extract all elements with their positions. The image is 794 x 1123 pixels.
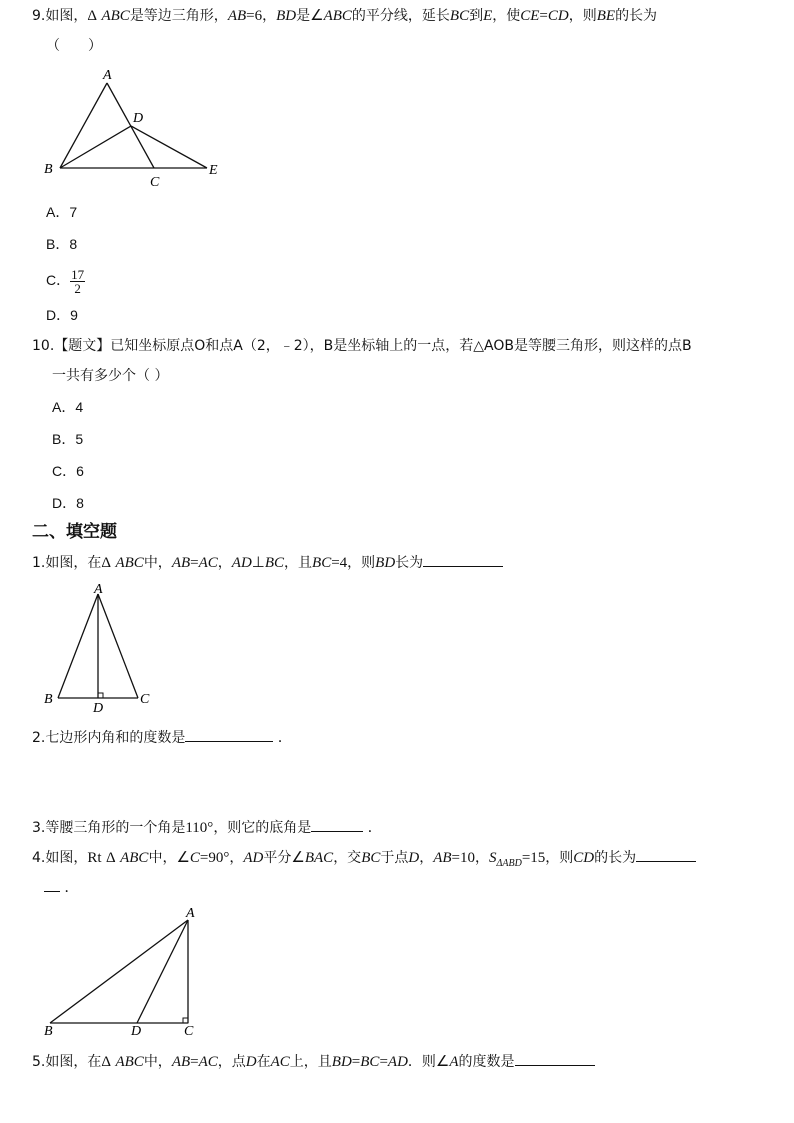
fraction-denominator: 2 <box>74 281 81 296</box>
math-abc: ABC <box>101 8 130 24</box>
math-d: D <box>245 1054 257 1070</box>
q10-option-c: C．6 <box>52 463 84 479</box>
q10-line1: 10.【题文】已知坐标原点O和点A（2，﹣2），B是坐标轴上的一点，若△AOB是等腰三角形，则这样的点B <box>32 338 692 354</box>
f4-text: ， <box>229 850 244 866</box>
math-90-degrees: 90° <box>208 850 230 866</box>
f5-text: 如图，在 <box>45 1054 102 1070</box>
math-4: 4 <box>339 555 348 571</box>
math-ce: CE <box>520 8 540 24</box>
f4-text: 平分 <box>263 850 292 866</box>
q9-option-c <box>46 268 85 295</box>
math-10: 10 <box>460 850 475 866</box>
f1-line <box>32 552 503 573</box>
f4-text: ， <box>419 850 434 866</box>
f4-label-a: A <box>186 906 195 921</box>
f5-number: 5. <box>32 1054 46 1070</box>
f3-text: 3.等腰三角形的一个角是 <box>32 820 186 836</box>
equals: = <box>190 555 199 571</box>
f2-end: ． <box>277 730 292 746</box>
f4-text: ，则 <box>545 850 574 866</box>
f1-text: 长为 <box>395 555 424 571</box>
f4-figure <box>36 902 206 1040</box>
q9-number: 9. <box>32 8 46 24</box>
q9-text: ，则 <box>568 8 597 24</box>
f1-side-ab <box>58 594 98 698</box>
math-ad: AD <box>243 850 264 866</box>
option-value: 8 <box>69 236 78 252</box>
math-ad: AD <box>231 555 252 571</box>
f1-side-ac <box>98 594 138 698</box>
f4-label-c: C <box>184 1024 194 1039</box>
option-label: C． <box>46 272 71 289</box>
math-abc: ABC <box>120 850 149 866</box>
angle-symbol: ∠ <box>310 8 324 24</box>
f2-answer-blank[interactable] <box>185 727 273 742</box>
f4-text: 的长为 <box>594 850 637 866</box>
f5-text: 上，且 <box>289 1054 332 1070</box>
math-ad: AD <box>387 1054 408 1070</box>
math-cd: CD <box>573 850 595 866</box>
f4-answer-blank-continued[interactable] <box>44 877 60 892</box>
angle-symbol: ∠ <box>435 1054 450 1070</box>
f4-text: ，交 <box>333 850 362 866</box>
math-bac: BAC <box>304 850 334 866</box>
option-label: D． <box>46 307 71 323</box>
equals: = <box>246 8 255 24</box>
math-be: BE <box>596 8 616 24</box>
q9-option-b <box>46 234 77 254</box>
math-bc: BC <box>312 555 332 571</box>
math-a: A <box>449 1054 459 1070</box>
q9-label-b: B <box>44 162 53 177</box>
math-bd: BD <box>276 8 297 24</box>
f2-line <box>32 727 292 748</box>
q9-answer-paren: （ ） <box>46 38 102 54</box>
f4-label-b: B <box>44 1024 53 1039</box>
f1-right-angle-mark <box>98 693 103 698</box>
q9-figure <box>36 62 236 192</box>
q10-option-a: A．4 <box>52 399 84 415</box>
math-area-s: S <box>489 850 497 866</box>
f4-line1 <box>32 847 696 874</box>
perpendicular-symbol: ⊥ <box>251 555 265 571</box>
q9-label-d: D <box>133 111 144 126</box>
angle-symbol: ∠ <box>291 850 305 866</box>
f4-text: ， <box>475 850 489 866</box>
f4-answer-blank[interactable] <box>636 847 696 862</box>
q9-label-c: C <box>150 175 160 190</box>
math-ac: AC <box>198 555 218 571</box>
triangle-symbol: Δ <box>101 1054 112 1070</box>
section-heading: 二、填空题 <box>32 522 117 542</box>
f1-figure <box>36 580 166 718</box>
math-15: 15 <box>530 850 546 866</box>
equals: = <box>379 1054 388 1070</box>
f4-end: ． <box>64 880 79 896</box>
math-abc: ABC <box>115 1054 144 1070</box>
triangle-symbol: Δ <box>87 8 98 24</box>
math-abc: ABC <box>323 8 352 24</box>
f5-text: ，点 <box>217 1054 246 1070</box>
math-ac: AC <box>270 1054 290 1070</box>
f3-text: ，则它的底角是 <box>213 820 312 836</box>
option-value: 7 <box>69 204 78 220</box>
math-bc: BC <box>449 8 470 24</box>
f1-number: 1. <box>32 555 46 571</box>
q9-text: 如图， <box>45 8 88 24</box>
f4-text: 如图， <box>45 850 88 866</box>
q9-side-ac <box>107 83 154 168</box>
q9-text: 到 <box>469 8 484 24</box>
q9-text: 的长为 <box>615 8 658 24</box>
q9-text: ，使 <box>492 8 521 24</box>
f5-answer-blank[interactable] <box>515 1051 595 1066</box>
f4-line2 <box>44 877 78 898</box>
f5-text: 的度数是 <box>458 1054 515 1070</box>
equals: = <box>539 8 548 24</box>
q9-option-a <box>46 202 77 222</box>
f1-text: 如图，在 <box>45 555 102 571</box>
f1-answer-blank[interactable] <box>423 552 503 567</box>
q9-text: ， <box>262 8 277 24</box>
q9-side-ab <box>60 83 107 168</box>
f3-line <box>32 817 382 838</box>
q9-label-a: A <box>103 68 112 83</box>
f5-text: 在 <box>256 1054 271 1070</box>
q9-text: 的平分线，延长 <box>351 8 450 24</box>
f5-text: ．则 <box>407 1054 436 1070</box>
f2-text: 2.七边形内角和的度数是 <box>32 730 186 746</box>
math-ab: AB <box>171 555 191 571</box>
math-cd: CD <box>547 8 569 24</box>
math-bc: BC <box>264 555 285 571</box>
angle-symbol: ∠ <box>176 850 190 866</box>
math-e: E <box>483 8 493 24</box>
math-area-subscript: ΔABD <box>496 858 522 869</box>
f5-line <box>32 1051 595 1072</box>
math-ab: AB <box>171 1054 191 1070</box>
option-label: B． <box>46 236 70 252</box>
f4-text: 中， <box>148 850 177 866</box>
option-value: 9 <box>70 307 78 323</box>
f5-text: 中， <box>143 1054 172 1070</box>
f4-right-angle-mark <box>183 1018 188 1023</box>
q10-line2: 一共有多少个（ ） <box>52 368 169 384</box>
f4-bisector-ad <box>137 920 188 1023</box>
equals: = <box>451 850 460 866</box>
math-bc: BC <box>361 850 381 866</box>
q9-line1 <box>32 6 657 26</box>
math-rt: Rt <box>87 850 102 866</box>
f1-text: ， <box>217 555 232 571</box>
equals: = <box>331 555 340 571</box>
fraction-numerator: 17 <box>71 267 85 282</box>
f4-side-ab <box>50 920 188 1023</box>
f1-label-b: B <box>44 692 53 707</box>
math-bc: BC <box>360 1054 380 1070</box>
math-ab: AB <box>433 850 452 866</box>
f1-text: ，且 <box>284 555 313 571</box>
math-6: 6 <box>254 8 263 24</box>
f1-text: 中， <box>143 555 172 571</box>
f1-label-a: A <box>94 582 103 597</box>
equals: = <box>190 1054 199 1070</box>
math-bd: BD <box>331 1054 352 1070</box>
q9-text: 是 <box>296 8 311 24</box>
math-c: C <box>189 850 200 866</box>
q9-option-d <box>46 305 78 325</box>
f4-text: 于点 <box>380 850 409 866</box>
f3-answer-blank[interactable] <box>311 817 363 832</box>
math-ab: AB <box>227 8 247 24</box>
math-abc: ABC <box>115 555 144 571</box>
math-bd: BD <box>375 555 396 571</box>
f1-text: ，则 <box>347 555 376 571</box>
f1-label-c: C <box>140 692 150 707</box>
f1-label-d: D <box>93 701 104 716</box>
math-110-degrees: 110° <box>185 820 214 836</box>
equals: = <box>521 850 531 866</box>
f4-number: 4. <box>32 850 46 866</box>
equals: = <box>351 1054 361 1070</box>
math-ac: AC <box>198 1054 218 1070</box>
f4-label-d: D <box>131 1024 142 1039</box>
math-d: D <box>408 850 420 866</box>
f3-end: ． <box>367 820 382 836</box>
option-label: A． <box>46 204 70 220</box>
q9-text: 是等边三角形， <box>129 8 228 24</box>
q10-option-b: B．5 <box>52 431 84 447</box>
equals: = <box>199 850 209 866</box>
fraction <box>70 268 85 295</box>
triangle-symbol: Δ <box>101 555 112 571</box>
q10-option-d: D．8 <box>52 495 84 511</box>
q9-label-e: E <box>209 163 218 178</box>
q9-segment-bd <box>60 126 131 168</box>
triangle-symbol: Δ <box>106 850 116 866</box>
